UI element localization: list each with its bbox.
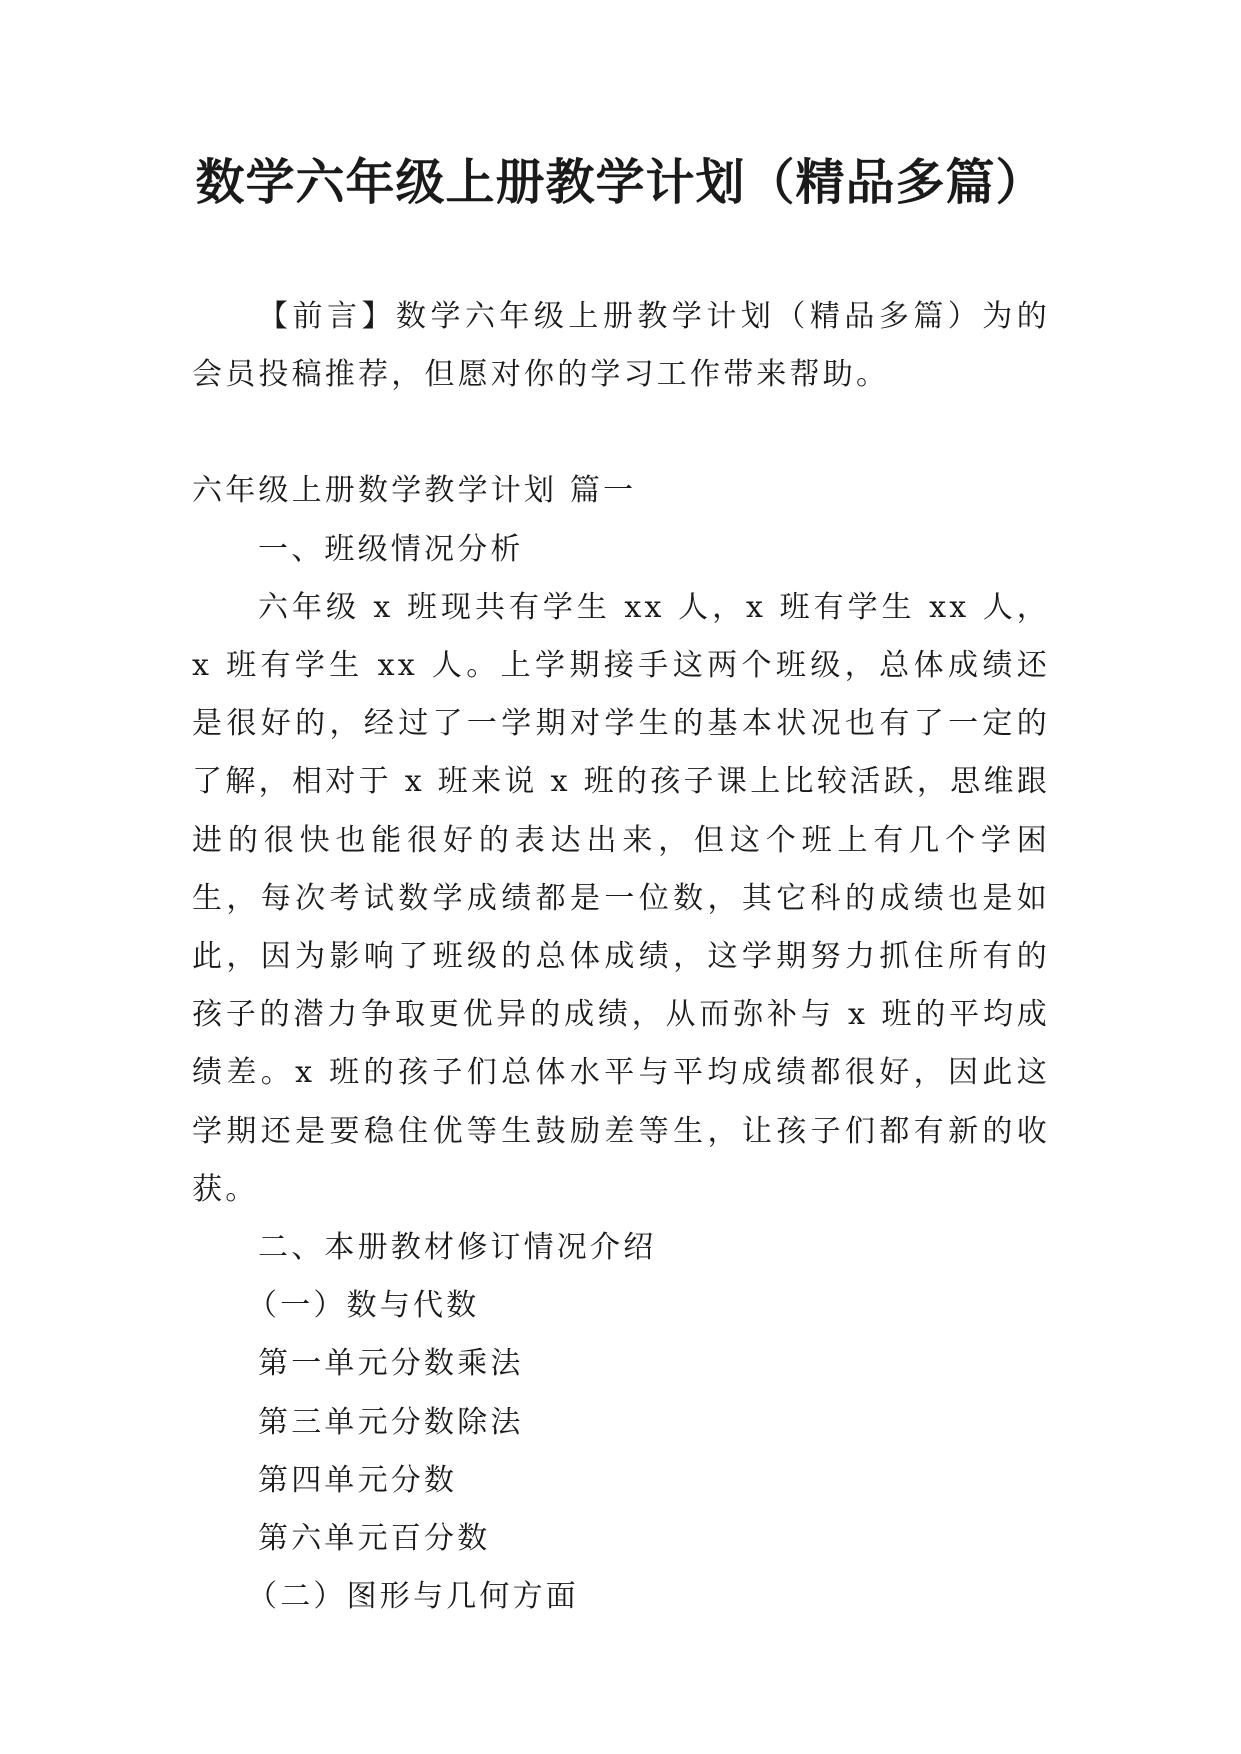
- document-title: 数学六年级上册教学计划（精品多篇）: [195, 154, 1046, 211]
- heading-textbook-revision: 二、本册教材修订情况介绍: [258, 1230, 657, 1266]
- list-item: 第六单元百分数: [258, 1521, 491, 1557]
- preface-paragraph: 【前言】数学六年级上册教学计划（精品多篇）为的会员投稿推荐，但愿对你的学习工作带来帮助。: [192, 299, 1050, 393]
- heading-class-analysis: 一、班级情况分析: [258, 531, 524, 567]
- section-heading: 六年级上册数学教学计划 篇一: [192, 473, 637, 509]
- list-item: 第三单元分数除法: [258, 1404, 524, 1440]
- list-item: 第四单元分数: [258, 1462, 458, 1498]
- class-analysis-paragraph: 六年级 x 班现共有学生 xx 人，x 班有学生 xx 人，x 班有学生 xx 人。上学期接手这两个班级，总体成绩还是很好的，经过了一学期对学生的基本状况也有了一定的了解，相对于 x 班来说 x 班的孩子课上比较活跃，思维跟进的很快也能很好的表达出来，但这个班上有几个学困生，每次考试数学成绩都是一位数，其它科的成绩也是如此，因为影响了班级的总体成绩，这学期努力抓住所有的孩子的潜力争取更优异的成绩，从而弥补与 x 班的平均成绩差。x 班的孩子们总体水平与平均成绩都很好，因此这学期还是要稳住优等生鼓励差等生，让孩子们都有新的收获。: [192, 589, 1050, 1207]
- subheading-numbers-algebra: （一）数与代数: [247, 1288, 480, 1324]
- list-item: 第一单元分数乘法: [258, 1346, 524, 1382]
- document-body: [192, 288, 1050, 1626]
- subheading-geometry: （二）图形与几何方面: [247, 1579, 579, 1615]
